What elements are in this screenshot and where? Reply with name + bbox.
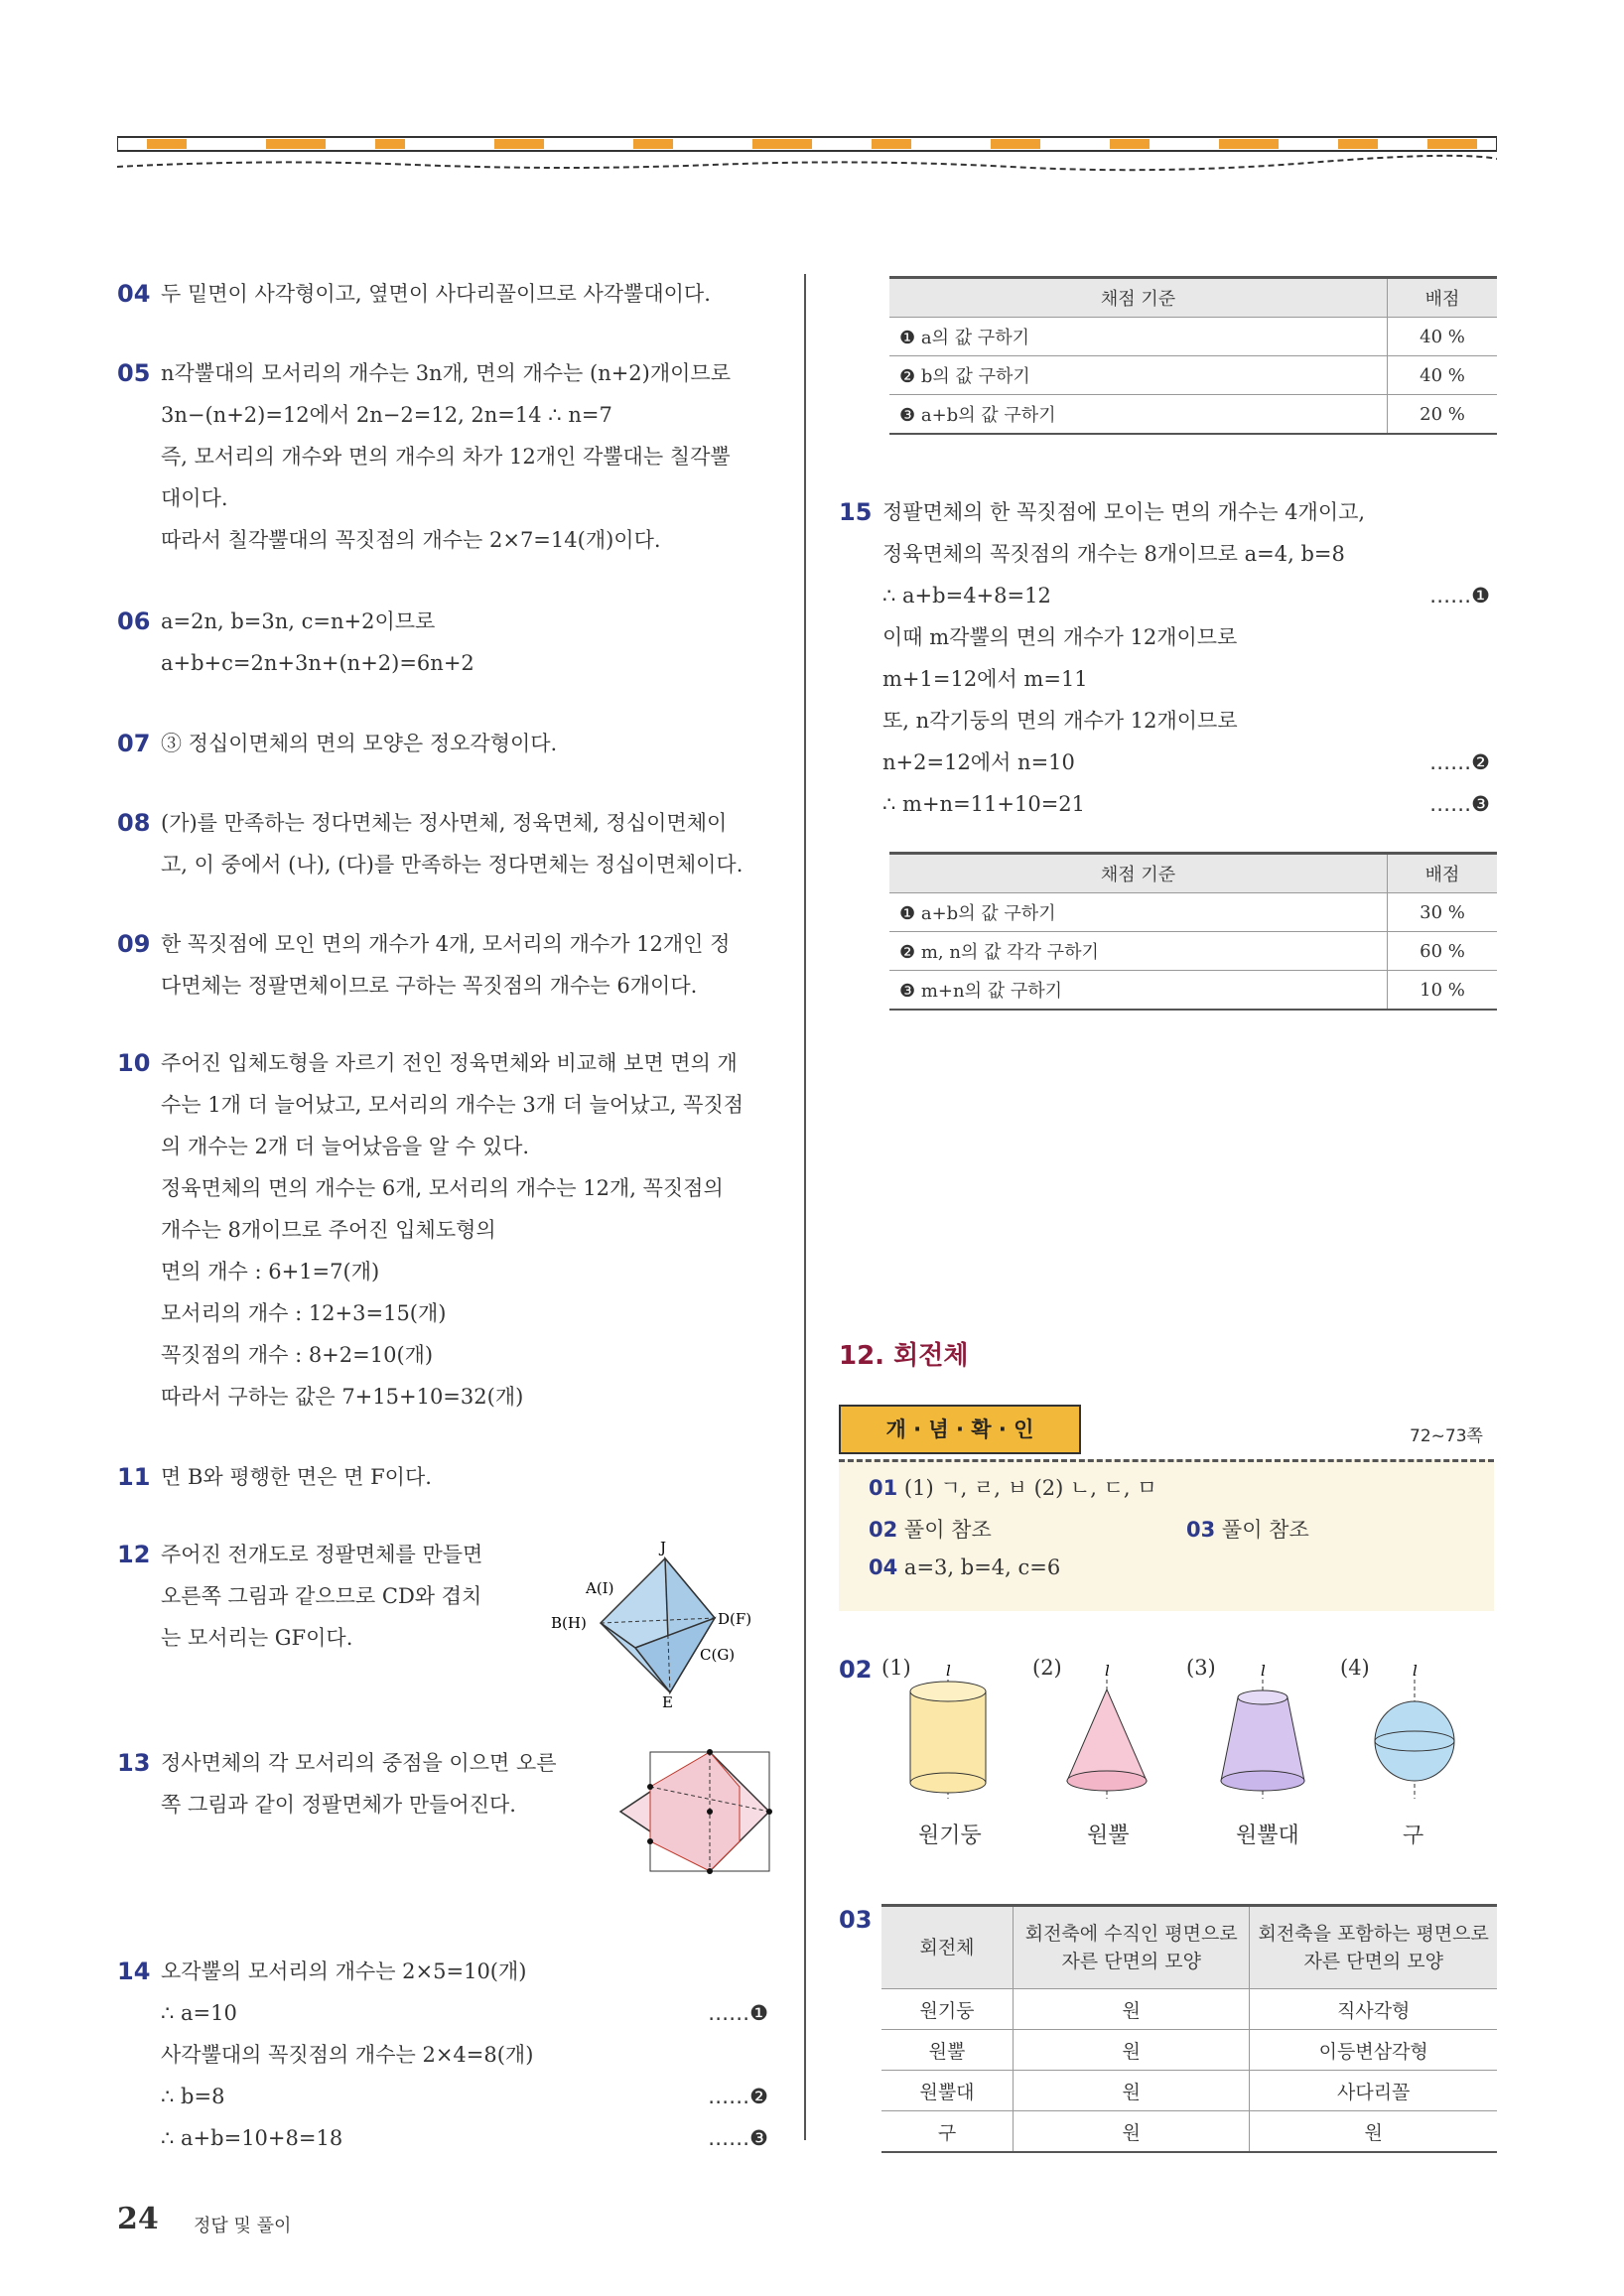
table-cell: ❶ a의 값 구하기: [889, 318, 1388, 356]
table-cell: 원: [1014, 2111, 1250, 2153]
table-cell: 사다리꼴: [1250, 2071, 1497, 2111]
concept-check-box: [839, 1459, 1494, 1611]
table-cell: 원: [1014, 2030, 1250, 2071]
item-label: (1): [881, 1656, 911, 1680]
page-number: 24: [117, 2202, 159, 2236]
table-cell: 구: [881, 2111, 1014, 2153]
text-line: 의 개수는 2개 더 늘어났음을 알 수 있다.: [161, 1135, 530, 1158]
text-line: 개수는 8개이므로 주어진 입체도형의: [161, 1218, 496, 1242]
item-label: (4): [1340, 1656, 1370, 1680]
table-cell: 원: [1014, 1989, 1250, 2030]
text-line: ∴ a+b=10+8=18 ……❸: [161, 2126, 768, 2150]
vertex-label: D(F): [718, 1610, 752, 1628]
concept-line: 01 (1) ㄱ, ㄹ, ㅂ (2) ㄴ, ㄷ, ㅁ: [869, 1476, 1157, 1500]
vertex-label: C(G): [700, 1646, 736, 1664]
problem-number: 05: [117, 359, 151, 387]
concept-line: 03 풀이 참조: [1186, 1518, 1309, 1542]
text-line: n각뿔대의 모서리의 개수는 3n개, 면의 개수는 (n+2)개이므로: [161, 361, 732, 385]
vertex-label: B(H): [551, 1614, 587, 1632]
text-line: 면 B와 평행한 면은 면 F이다.: [161, 1465, 432, 1489]
table-header: 배점: [1388, 854, 1498, 893]
text-line: (가)를 만족하는 정다면체는 정사면체, 정육면체, 정십이면체이: [161, 811, 728, 835]
scoring-table-15: [889, 852, 1497, 1011]
table-cell: 원뿔대: [881, 2071, 1014, 2111]
table-cell: ❸ a+b의 값 구하기: [889, 395, 1388, 435]
table-header: 배점: [1388, 278, 1498, 318]
text-line: m+1=12에서 m=11: [882, 667, 1088, 691]
problem-04: [117, 273, 772, 315]
concept-line: 04 a=3, b=4, c=6: [869, 1555, 1061, 1579]
text-line: 즉, 모서리의 개수와 면의 개수의 차가 12개인 각뿔대는 칠각뿔: [161, 445, 731, 469]
problem-number: 11: [117, 1463, 151, 1491]
problem-number: 04: [117, 280, 151, 308]
problem-number: 14: [117, 1958, 151, 1985]
text-line: 정육면체의 꼭짓점의 개수는 8개이므로 a=4, b=8: [882, 542, 1345, 566]
problem-number: 12: [117, 1541, 151, 1568]
problem-11: [117, 1456, 772, 1498]
concept-check-tag: 개 · 념 · 확 · 인: [839, 1405, 1081, 1454]
table-cell: 원기둥: [881, 1989, 1014, 2030]
problem-number: 02: [839, 1656, 873, 1684]
text-line: 오른쪽 그림과 같으므로 CD와 겹치: [161, 1584, 482, 1608]
text-line: 이때 m각뿔의 면의 개수가 12개이므로: [882, 625, 1238, 649]
solid-name: 원뿔: [1087, 1823, 1130, 1848]
table-cell: 10 %: [1388, 971, 1498, 1011]
text-line: a=2n, b=3n, c=n+2이므로: [161, 609, 436, 633]
table-header: 회전축에 수직인 평면으로 자른 단면의 모양: [1014, 1906, 1250, 1989]
text-line: 정사면체의 각 모서리의 중점을 이으면 오른: [161, 1751, 557, 1775]
text-line: 오각뿔의 모서리의 개수는 2×5=10(개): [161, 1959, 527, 1983]
table-row: [889, 971, 1497, 1011]
table-row: [881, 2071, 1497, 2111]
table-header: 회전축을 포함하는 평면으로 자른 단면의 모양: [1250, 1906, 1497, 1989]
text-line: 면의 개수 : 6+1=7(개): [161, 1260, 380, 1283]
text-line: 주어진 입체도형을 자르기 전인 정육면체와 비교해 보면 면의 개: [161, 1051, 738, 1075]
section-title: 12. 회전체: [839, 1341, 969, 1371]
problem-05: [117, 352, 772, 561]
table-row: [889, 395, 1497, 435]
text-line: ∴ a=10 ……❶: [161, 2001, 768, 2025]
cylinder-icon: [898, 1660, 998, 1799]
vertex-label: J: [660, 1539, 667, 1556]
problem-number: 06: [117, 608, 151, 635]
rotation-solid-table: [881, 1904, 1497, 2153]
solid-name: 구: [1403, 1823, 1424, 1848]
text-line: 꼭짓점의 개수 : 8+2=10(개): [161, 1343, 434, 1367]
table-cell: ❶ a+b의 값 구하기: [889, 893, 1388, 932]
problem-number: 15: [839, 498, 873, 526]
text-line: 모서리의 개수 : 12+3=15(개): [161, 1301, 447, 1325]
table-header: 채점 기준: [889, 854, 1388, 893]
table-cell: ❷ m, n의 값 각각 구하기: [889, 932, 1388, 971]
page-range: 72~73쪽: [1410, 1426, 1483, 1446]
text-line: 는 모서리는 GF이다.: [161, 1626, 353, 1650]
text-line: a+b+c=2n+3n+(n+2)=6n+2: [161, 651, 474, 675]
octahedron-figure: [551, 1539, 779, 1707]
table-row: [889, 932, 1497, 971]
tetrahedron-octahedron-figure: [615, 1747, 779, 1881]
table-cell: 원뿔: [881, 2030, 1014, 2071]
svg-text:l: l: [946, 1662, 951, 1680]
text-line: 고, 이 중에서 (나), (다)를 만족하는 정다면체는 정십이면체이다.: [161, 853, 744, 877]
text-line: ∴ a+b=4+8=12 ……❶: [882, 584, 1490, 608]
vertex-label: E: [662, 1693, 673, 1707]
solid-name: 원기둥: [918, 1823, 982, 1848]
problem-09: [117, 923, 772, 1007]
text-line: 정팔면체의 한 꼭짓점에 모이는 면의 개수는 4개이고,: [882, 500, 1366, 524]
concept-line: 02 풀이 참조: [869, 1518, 992, 1542]
column-divider: [804, 274, 806, 2140]
text-line: 쪽 그림과 같이 정팔면체가 만들어진다.: [161, 1793, 516, 1817]
text-line: 또, n각기둥의 면의 개수가 12개이므로: [882, 709, 1238, 733]
text-line: 다면체는 정팔면체이므로 구하는 꼭짓점의 개수는 6개이다.: [161, 974, 698, 998]
problem-07: [117, 723, 772, 764]
problem-06: [117, 601, 772, 684]
table-cell: 직사각형: [1250, 1989, 1497, 2030]
table-cell: 이등변삼각형: [1250, 2030, 1497, 2071]
text-line: 주어진 전개도로 정팔면체를 만들면: [161, 1543, 483, 1566]
table-cell: ❸ m+n의 값 구하기: [889, 971, 1388, 1011]
table-cell: 40 %: [1388, 356, 1498, 395]
table-row: [889, 318, 1497, 356]
text-line: 한 꼭짓점에 모인 면의 개수가 4개, 모서리의 개수가 12개인 정: [161, 932, 731, 956]
table-header: 회전체: [881, 1906, 1014, 1989]
problem-number: 09: [117, 930, 151, 958]
text-line: 대이다.: [161, 486, 228, 510]
solid-name: 원뿔대: [1236, 1823, 1299, 1848]
sphere-icon: [1365, 1660, 1464, 1799]
text-line: 3n−(n+2)=12에서 2n−2=12, 2n=14 ∴ n=7: [161, 403, 612, 427]
problem-10: [117, 1042, 772, 1418]
text-line: ∴ b=8 ……❷: [161, 2085, 768, 2108]
text-line: 수는 1개 더 늘어났고, 모서리의 개수는 3개 더 늘어났고, 꼭짓점: [161, 1093, 744, 1117]
table-cell: 40 %: [1388, 318, 1498, 356]
cone-icon: [1057, 1660, 1156, 1799]
problem-number: 08: [117, 809, 151, 837]
problem-08: [117, 802, 772, 885]
problem-number: 07: [117, 730, 151, 757]
text-line: 따라서 칠각뿔대의 꼭짓점의 개수는 2×7=14(개)이다.: [161, 528, 661, 552]
table-cell: 30 %: [1388, 893, 1498, 932]
truncated-cone-icon: [1213, 1660, 1312, 1799]
svg-text:l: l: [1261, 1662, 1266, 1680]
item-label: (3): [1186, 1656, 1216, 1680]
text-line: 두 밑면이 사각형이고, 옆면이 사다리꼴이므로 사각뿔대이다.: [161, 282, 711, 306]
page-label: 정답 및 풀이: [194, 2216, 292, 2236]
table-row: [881, 2111, 1497, 2153]
item-label: (2): [1032, 1656, 1062, 1680]
problem-15: [839, 491, 1494, 825]
table-cell: ❷ b의 값 구하기: [889, 356, 1388, 395]
scoring-table-14: [889, 276, 1497, 435]
table-cell: 원: [1250, 2111, 1497, 2153]
text-line: 정육면체의 면의 개수는 6개, 모서리의 개수는 12개, 꼭짓점의: [161, 1176, 724, 1200]
top-decorative-band: [117, 129, 1497, 189]
text-line: 따라서 구하는 값은 7+15+10=32(개): [161, 1385, 524, 1409]
text-line: 사각뿔대의 꼭짓점의 개수는 2×4=8(개): [161, 2043, 534, 2067]
table-cell: 원: [1014, 2071, 1250, 2111]
table-header: 채점 기준: [889, 278, 1388, 318]
table-cell: 60 %: [1388, 932, 1498, 971]
svg-text:l: l: [1105, 1662, 1110, 1680]
svg-text:l: l: [1413, 1662, 1418, 1680]
problem-number: 03: [839, 1906, 873, 1934]
table-cell: 20 %: [1388, 395, 1498, 435]
table-row: [881, 2030, 1497, 2071]
problem-14: [117, 1951, 772, 2159]
text-line: n+2=12에서 n=10 ……❷: [882, 750, 1490, 774]
table-row: [889, 893, 1497, 932]
text-line: ③ 정십이면체의 면의 모양은 정오각형이다.: [161, 732, 558, 755]
table-row: [881, 1989, 1497, 2030]
text-line: ∴ m+n=11+10=21 ……❸: [882, 792, 1490, 816]
table-row: [889, 356, 1497, 395]
problem-number: 13: [117, 1749, 151, 1777]
problem-number: 10: [117, 1049, 151, 1077]
vertex-label: A(I): [586, 1579, 614, 1597]
